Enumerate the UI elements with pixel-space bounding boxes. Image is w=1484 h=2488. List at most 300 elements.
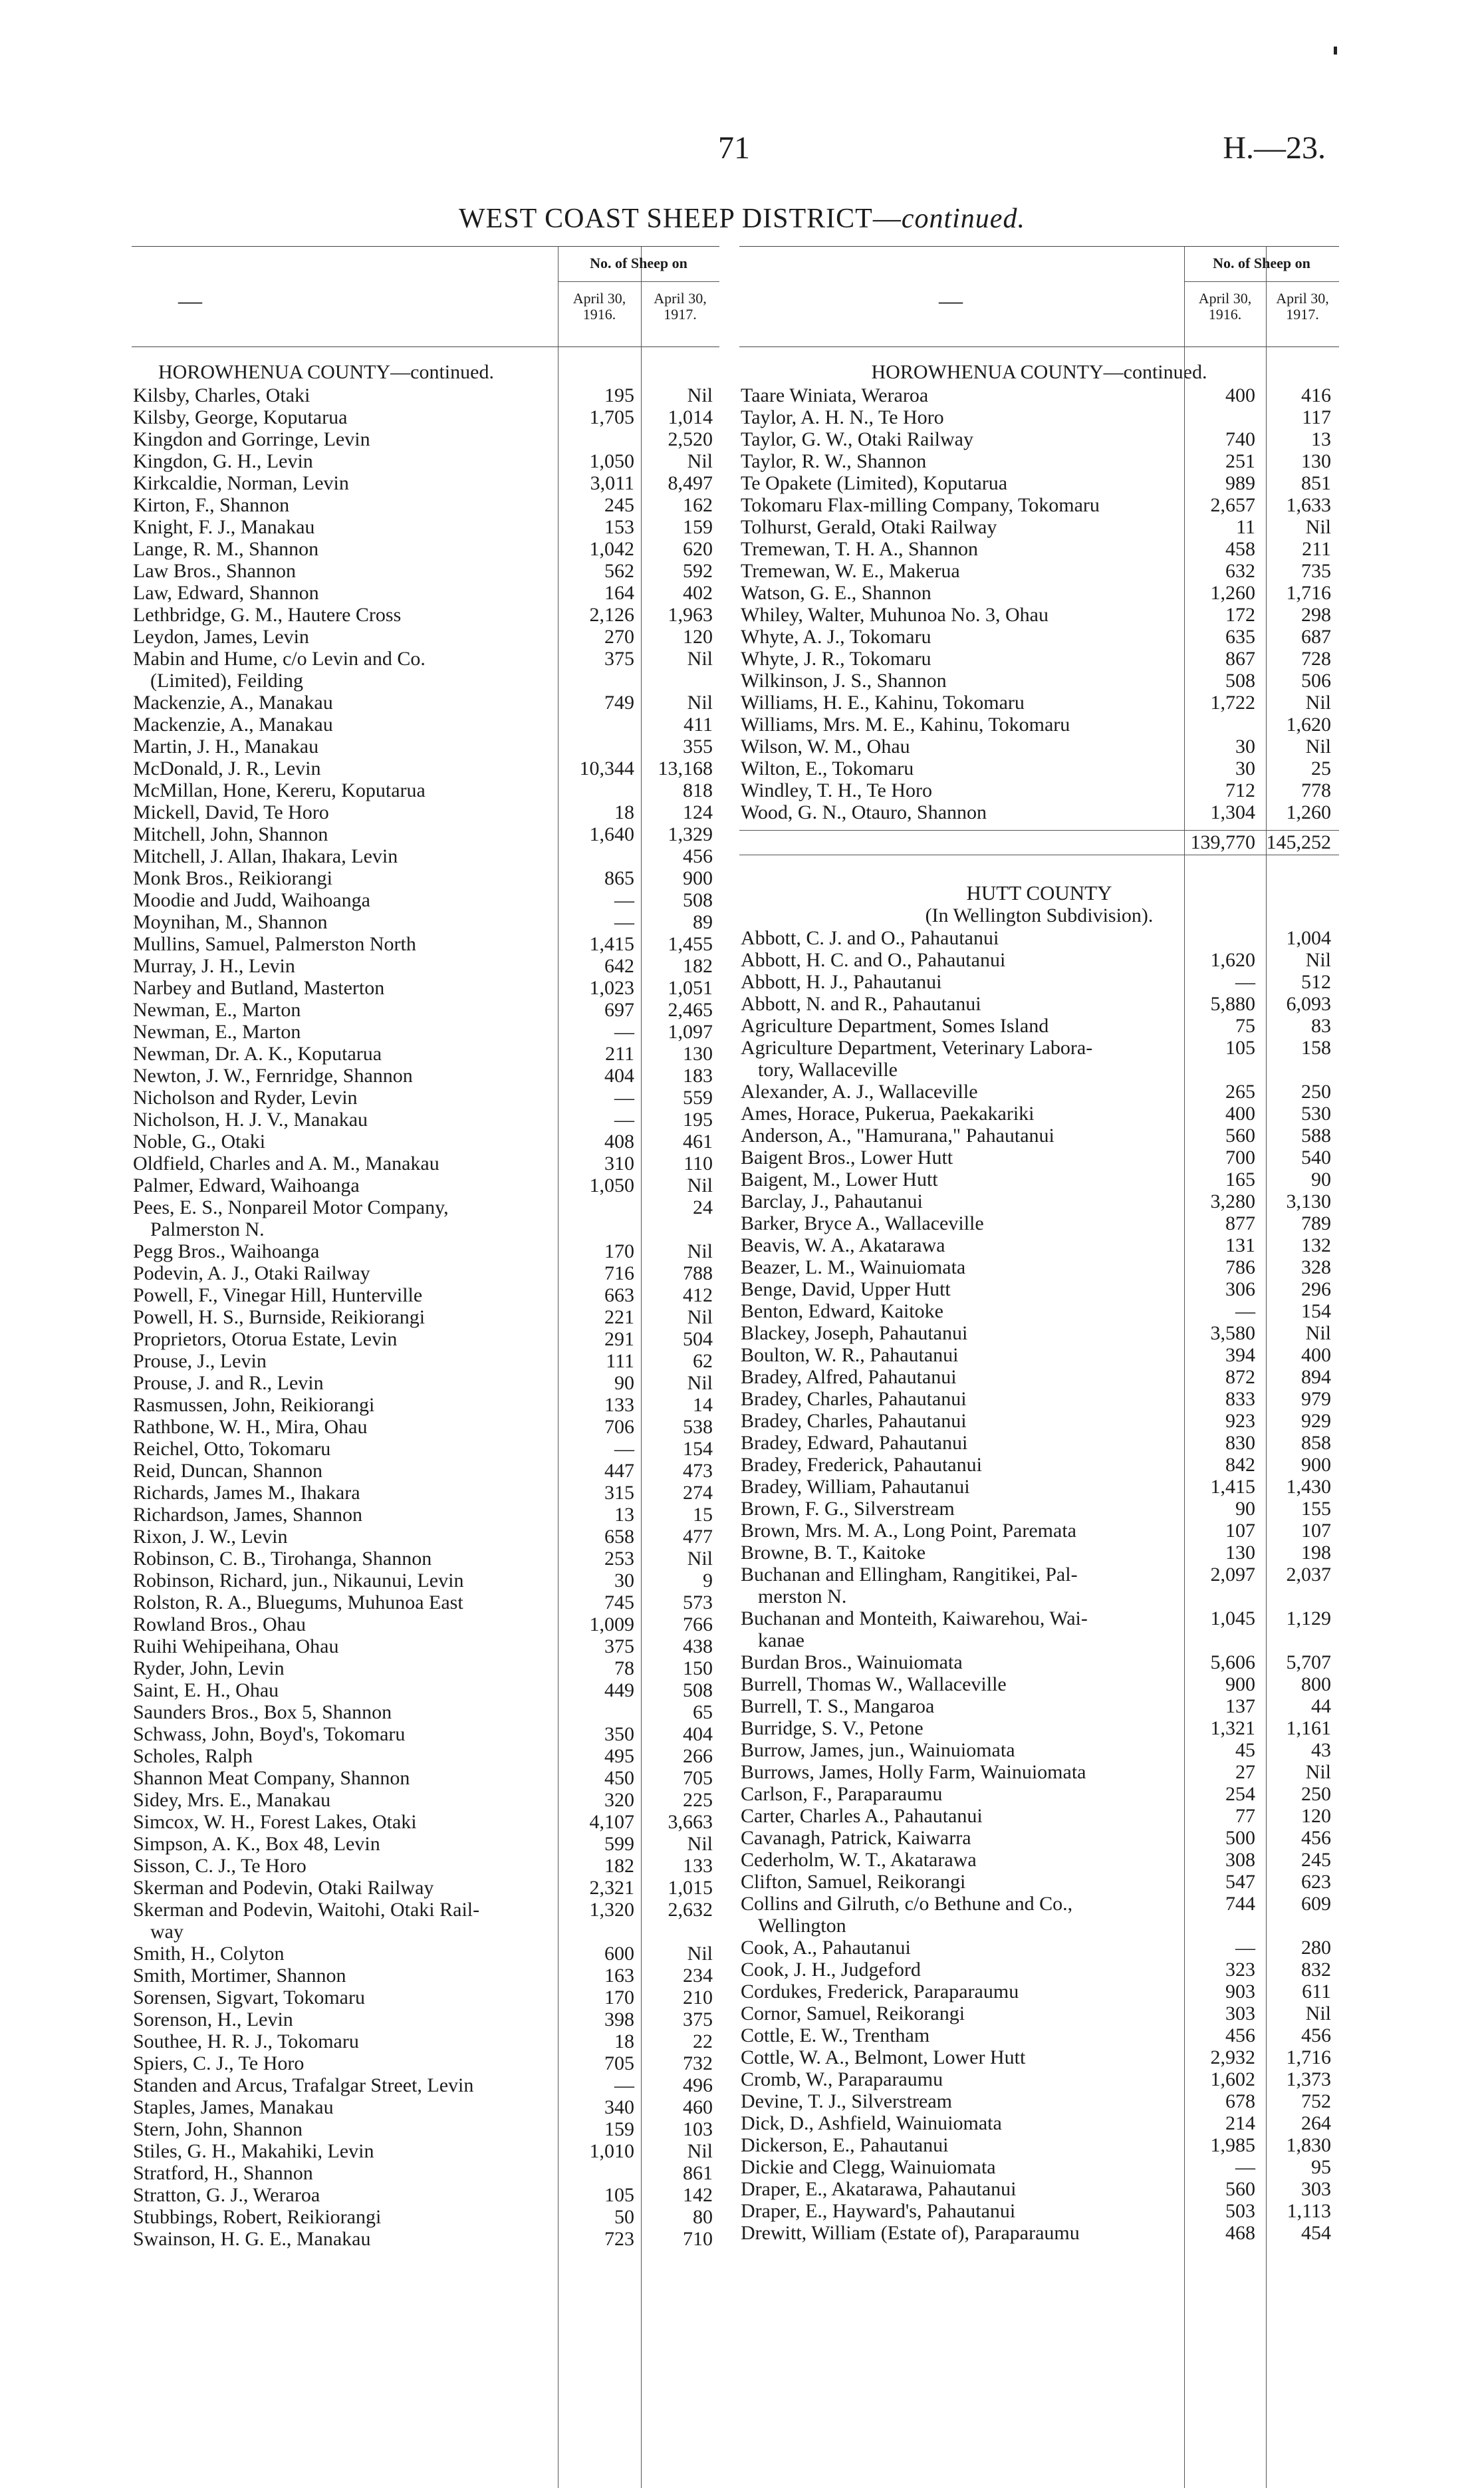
sheep-1916: 137 bbox=[1225, 1695, 1255, 1717]
owner-name: Mackenzie, A., Manakau bbox=[133, 692, 333, 714]
sheep-1916: 75 bbox=[1235, 1015, 1255, 1037]
table-row bbox=[132, 384, 719, 406]
sheep-1916: 45 bbox=[1235, 1739, 1255, 1761]
sheep-1916: 131 bbox=[1225, 1234, 1255, 1256]
owner-name: Pegg Bros., Waihoanga bbox=[133, 1240, 320, 1262]
table-row bbox=[132, 736, 719, 758]
table-row bbox=[132, 1789, 719, 1811]
owner-name: Reichel, Otto, Tokomaru bbox=[133, 1438, 331, 1460]
owner-name: Saint, E. H., Ohau bbox=[133, 1679, 279, 1701]
table-row bbox=[739, 450, 1339, 472]
table-row bbox=[132, 1701, 719, 1723]
sheep-1917: 95 bbox=[1311, 2156, 1331, 2178]
sheep-1916: 30 bbox=[614, 1570, 634, 1591]
sheep-1916: 1,042 bbox=[589, 538, 634, 560]
table-row bbox=[739, 406, 1339, 428]
sheep-1916 bbox=[1177, 927, 1262, 949]
owner-name: Sisson, C. J., Te Horo bbox=[133, 1855, 307, 1877]
owner-name: Williams, H. E., Kahinu, Tokomaru bbox=[741, 692, 1025, 714]
sheep-1916: 77 bbox=[1235, 1805, 1255, 1827]
owner-name: Palmer, Edward, Waihoanga bbox=[133, 1175, 360, 1196]
sheep-1917: Nil bbox=[687, 384, 713, 406]
sheep-1917: 1,716 bbox=[1286, 2046, 1331, 2068]
table-row bbox=[739, 2222, 1339, 2244]
sheep-1917: 416 bbox=[1301, 384, 1331, 406]
sheep-1916: 872 bbox=[1225, 1366, 1255, 1388]
owner-name: Mullins, Samuel, Palmerston North bbox=[133, 933, 416, 955]
sheep-1916: — bbox=[614, 911, 634, 933]
sheep-1917: 9 bbox=[703, 1570, 713, 1591]
owner-name: Devine, T. J., Silverstream bbox=[741, 2090, 952, 2112]
owner-name: Spiers, C. J., Te Horo bbox=[133, 2052, 305, 2074]
table-row bbox=[132, 1438, 719, 1460]
owner-name: Burrell, Thomas W., Wallaceville bbox=[741, 1673, 1007, 1695]
owner-name: Agriculture Department, Veterinary Labora- tory, Wallaceville bbox=[741, 1037, 1093, 1081]
sheep-1917: 211 bbox=[1302, 538, 1331, 560]
owner-name: Rolston, R. A., Bluegums, Muhunoa East bbox=[133, 1591, 463, 1613]
sheep-1917: Nil bbox=[1305, 1761, 1331, 1783]
sheep-1917: Nil bbox=[1305, 736, 1331, 758]
owner-name: Narbey and Butland, Masterton bbox=[133, 977, 385, 999]
owner-name: Nicholson and Ryder, Levin bbox=[133, 1087, 358, 1109]
owner-name: Taare Winiata, Weraroa bbox=[741, 384, 929, 406]
table-row bbox=[739, 1212, 1339, 1234]
owner-name: Te Opakete (Limited), Koputarua bbox=[741, 472, 1008, 494]
owner-name: Cromb, W., Paraparaumu bbox=[741, 2068, 943, 2090]
sheep-1917: 861 bbox=[683, 2162, 713, 2184]
table-row bbox=[132, 1416, 719, 1438]
sheep-1916: 310 bbox=[604, 1153, 634, 1175]
owner-name: Cook, A., Pahautanui bbox=[741, 1937, 911, 1959]
sheep-1916: 1,602 bbox=[1210, 2068, 1255, 2090]
table-row bbox=[132, 2228, 719, 2250]
sheep-1916: 547 bbox=[1225, 1871, 1255, 1893]
sheep-1917: 22 bbox=[693, 2030, 713, 2052]
sheep-1916 bbox=[561, 845, 641, 867]
sheep-1917: 132 bbox=[1301, 1234, 1331, 1256]
table-row bbox=[739, 1805, 1339, 1827]
table-row bbox=[132, 1196, 719, 1240]
sheep-1916: 663 bbox=[604, 1284, 634, 1306]
table-row bbox=[132, 933, 719, 955]
sheep-1916: 1,985 bbox=[1210, 2134, 1255, 2156]
table-row bbox=[132, 1087, 719, 1109]
owner-name: Moynihan, M., Shannon bbox=[133, 911, 328, 933]
owner-name: Smith, Mortimer, Shannon bbox=[133, 1965, 346, 1987]
sheep-1917: Nil bbox=[687, 1943, 713, 1965]
sheep-1917: 80 bbox=[693, 2206, 713, 2228]
sheep-1916: 1,722 bbox=[1210, 692, 1255, 714]
sheep-1917: 110 bbox=[683, 1153, 713, 1175]
sheep-1917: 504 bbox=[683, 1328, 713, 1350]
sheep-1917: 15 bbox=[693, 1504, 713, 1526]
sheep-1917: 83 bbox=[1311, 1015, 1331, 1037]
owner-name: Rowland Bros., Ohau bbox=[133, 1613, 306, 1635]
sheep-1916: 877 bbox=[1225, 1212, 1255, 1234]
sheep-1917: 155 bbox=[1301, 1498, 1331, 1520]
sheep-1916: 105 bbox=[1225, 1037, 1255, 1059]
table-row bbox=[132, 714, 719, 736]
sheep-1917: 183 bbox=[683, 1065, 713, 1087]
sheep-1917: 89 bbox=[693, 911, 713, 933]
sheep-on-header: No. of Sheep on bbox=[590, 255, 687, 271]
right-table-header bbox=[739, 246, 1339, 347]
sheep-1917: 1,430 bbox=[1286, 1476, 1331, 1498]
sheep-1916: 211 bbox=[605, 1043, 634, 1065]
left-column bbox=[132, 246, 719, 2250]
table-row bbox=[132, 779, 719, 801]
sheep-1916: 306 bbox=[1225, 1278, 1255, 1300]
col1-header: April 30, 1916. bbox=[572, 290, 626, 323]
right-column bbox=[739, 246, 1339, 2244]
table-row bbox=[739, 1871, 1339, 1893]
owner-name: Whiley, Walter, Muhunoa No. 3, Ohau bbox=[741, 604, 1049, 626]
sheep-1916: 1,320 bbox=[589, 1899, 634, 1921]
sheep-1917: 210 bbox=[683, 1987, 713, 2008]
sheep-1916: 182 bbox=[604, 1855, 634, 1877]
owner-name: Rathbone, W. H., Mira, Ohau bbox=[133, 1416, 368, 1438]
sheep-1916: 508 bbox=[1225, 670, 1255, 692]
table-row bbox=[132, 1240, 719, 1262]
table-row bbox=[739, 1344, 1339, 1366]
owner-name: Baigent, M., Lower Hutt bbox=[741, 1169, 938, 1190]
sheep-1917: 620 bbox=[683, 538, 713, 560]
sheep-1916: 468 bbox=[1225, 2222, 1255, 2244]
sheep-1916: 1,321 bbox=[1210, 1717, 1255, 1739]
owner-name: Knight, F. J., Manakau bbox=[133, 516, 315, 538]
sheep-1916: 105 bbox=[604, 2184, 634, 2206]
sheep-1916: 700 bbox=[1225, 1147, 1255, 1169]
owner-name: Cavanagh, Patrick, Kaiwarra bbox=[741, 1827, 971, 1849]
sheep-1917: 43 bbox=[1311, 1739, 1331, 1761]
page-title bbox=[0, 203, 1484, 235]
sheep-1916: 1,023 bbox=[589, 977, 634, 999]
sheep-1917: 1,097 bbox=[668, 1021, 713, 1043]
sheep-1916: 159 bbox=[604, 2118, 634, 2140]
owner-name: Ames, Horace, Pukerua, Paekakariki bbox=[741, 1103, 1035, 1125]
sheep-1916: 1,620 bbox=[1210, 949, 1255, 971]
table-row bbox=[132, 1328, 719, 1350]
sheep-1916: 716 bbox=[604, 1262, 634, 1284]
sheep-1917: 1,830 bbox=[1286, 2134, 1331, 2156]
sheep-1916: 130 bbox=[1225, 1542, 1255, 1564]
table-row bbox=[739, 1981, 1339, 2003]
owner-name: Skerman and Podevin, Otaki Railway bbox=[133, 1877, 434, 1899]
sheep-1916: 642 bbox=[604, 955, 634, 977]
owner-name: Whyte, A. J., Tokomaru bbox=[741, 626, 931, 648]
sheep-1916: 786 bbox=[1225, 1256, 1255, 1278]
sheep-1916: 408 bbox=[604, 1131, 634, 1153]
owner-name: Brown, Mrs. M. A., Long Point, Paremata bbox=[741, 1520, 1076, 1542]
sheep-1917: Nil bbox=[687, 450, 713, 472]
owner-name: Stiles, G. H., Makahiki, Levin bbox=[133, 2140, 374, 2162]
sheep-1916: 1,050 bbox=[589, 1175, 634, 1196]
table-row bbox=[739, 758, 1339, 779]
sheep-1916: 165 bbox=[1225, 1169, 1255, 1190]
sheep-1916: 456 bbox=[1225, 2024, 1255, 2046]
sheep-1917: 13 bbox=[1311, 428, 1331, 450]
sheep-1916: 375 bbox=[604, 648, 634, 670]
table-row bbox=[739, 2024, 1339, 2046]
owner-name: Benton, Edward, Kaitoke bbox=[741, 1300, 943, 1322]
table-row bbox=[739, 670, 1339, 692]
sheep-1917: 1,113 bbox=[1287, 2200, 1331, 2222]
sheep-1916: 2,097 bbox=[1210, 1564, 1255, 1586]
sheep-1916: 830 bbox=[1225, 1432, 1255, 1454]
sheep-1917: Nil bbox=[687, 2140, 713, 2162]
sheep-1916: 291 bbox=[604, 1328, 634, 1350]
sheep-1916: 5,606 bbox=[1210, 1651, 1255, 1673]
document-code: H.—23. bbox=[1223, 130, 1326, 166]
sheep-1917: 14 bbox=[693, 1394, 713, 1416]
table-row bbox=[132, 2162, 719, 2184]
table-row bbox=[132, 845, 719, 867]
owner-name: Taylor, G. W., Otaki Railway bbox=[741, 428, 973, 450]
sheep-1916: 842 bbox=[1225, 1454, 1255, 1476]
owner-name: Proprietors, Otorua Estate, Levin bbox=[133, 1328, 398, 1350]
sheep-1917: 250 bbox=[1301, 1081, 1331, 1103]
table-row bbox=[739, 2156, 1339, 2178]
hutt-rows bbox=[739, 927, 1339, 2244]
table-row bbox=[132, 1591, 719, 1613]
table-row bbox=[739, 1037, 1339, 1081]
owner-name: Robinson, C. B., Tirohanga, Shannon bbox=[133, 1548, 432, 1570]
sheep-1916: 5,880 bbox=[1210, 993, 1255, 1015]
table-row bbox=[739, 1103, 1339, 1125]
sheep-1917: Nil bbox=[1305, 516, 1331, 538]
sheep-1916: 705 bbox=[604, 2052, 634, 2074]
sheep-1916: 3,011 bbox=[590, 472, 634, 494]
sheep-1917: 117 bbox=[1302, 406, 1331, 428]
owner-name: Newman, E., Marton bbox=[133, 1021, 301, 1043]
sheep-1916 bbox=[561, 736, 641, 758]
table-row bbox=[739, 604, 1339, 626]
sheep-1916: 3,580 bbox=[1210, 1322, 1255, 1344]
sheep-on-header: No. of Sheep on bbox=[1213, 255, 1310, 271]
owner-name: Tremewan, T. H. A., Shannon bbox=[741, 538, 978, 560]
sheep-1917: Nil bbox=[1305, 949, 1331, 971]
sheep-1917: 3,130 bbox=[1286, 1190, 1331, 1212]
owner-name: Lethbridge, G. M., Hautere Cross bbox=[133, 604, 402, 626]
sheep-1917: 24 bbox=[693, 1196, 713, 1218]
table-row bbox=[739, 1190, 1339, 1212]
sheep-1917: 159 bbox=[683, 516, 713, 538]
sheep-1916: 560 bbox=[1225, 1125, 1255, 1147]
table-row bbox=[132, 1109, 719, 1131]
sheep-1916: 253 bbox=[604, 1548, 634, 1570]
hutt-county-subheading: (In Wellington Subdivision). bbox=[925, 904, 1154, 926]
sheep-1916: 195 bbox=[604, 384, 634, 406]
owner-name: Barker, Bryce A., Wallaceville bbox=[741, 1212, 984, 1234]
sheep-1916: 221 bbox=[604, 1306, 634, 1328]
owner-name: Brown, F. G., Silverstream bbox=[741, 1498, 955, 1520]
table-row bbox=[739, 971, 1339, 993]
owner-name: Ruihi Wehipeihana, Ohau bbox=[133, 1635, 339, 1657]
sheep-1917: 107 bbox=[1301, 1520, 1331, 1542]
table-row bbox=[132, 1987, 719, 2008]
owner-name: Burrows, James, Holly Farm, Wainuiomata bbox=[741, 1761, 1086, 1783]
sheep-1916: 706 bbox=[604, 1416, 634, 1438]
sheep-1917: 623 bbox=[1301, 1871, 1331, 1893]
sheep-1917: 142 bbox=[683, 2184, 713, 2206]
owner-name: Williams, Mrs. M. E., Kahinu, Tokomaru bbox=[741, 714, 1070, 736]
table-row bbox=[132, 1350, 719, 1372]
sheep-1917: 154 bbox=[683, 1438, 713, 1460]
owner-name: Buchanan and Ellingham, Rangitikei, Pal- merston N. bbox=[741, 1564, 1078, 1607]
sheep-1916: 270 bbox=[604, 626, 634, 648]
owner-name: Burrell, T. S., Mangaroa bbox=[741, 1695, 935, 1717]
owner-name: Kingdon and Gorringe, Levin bbox=[133, 428, 370, 450]
sheep-1916: 164 bbox=[604, 582, 634, 604]
sheep-1917: 120 bbox=[1301, 1805, 1331, 1827]
sheep-1917: 3,663 bbox=[668, 1811, 713, 1833]
owner-name: Powell, F., Vinegar Hill, Hunterville bbox=[133, 1284, 423, 1306]
sheep-1917: 1,129 bbox=[1286, 1607, 1331, 1629]
owner-name: Southee, H. R. J., Tokomaru bbox=[133, 2030, 359, 2052]
table-row bbox=[739, 2134, 1339, 2156]
table-row bbox=[739, 494, 1339, 516]
sheep-1917: 162 bbox=[683, 494, 713, 516]
table-row bbox=[132, 2118, 719, 2140]
sheep-1917: 573 bbox=[683, 1591, 713, 1613]
sheep-1916: 1,045 bbox=[1210, 1607, 1255, 1629]
sheep-1917: Nil bbox=[687, 1833, 713, 1855]
sheep-1917: 1,161 bbox=[1286, 1717, 1331, 1739]
table-row bbox=[132, 2074, 719, 2096]
sheep-1917: 477 bbox=[683, 1526, 713, 1548]
sheep-1917: 900 bbox=[1301, 1454, 1331, 1476]
owner-name: Clifton, Samuel, Reikorangi bbox=[741, 1871, 966, 1893]
owner-name: Mickell, David, Te Horo bbox=[133, 801, 329, 823]
owner-name: Bradey, Edward, Pahautanui bbox=[741, 1432, 968, 1454]
owner-name: Mitchell, John, Shannon bbox=[133, 823, 328, 845]
table-row bbox=[739, 648, 1339, 670]
owner-name: Stern, John, Shannon bbox=[133, 2118, 303, 2140]
table-row bbox=[739, 1300, 1339, 1322]
owner-name: Wilkinson, J. S., Shannon bbox=[741, 670, 947, 692]
ink-mark bbox=[1334, 47, 1337, 55]
sheep-1916 bbox=[561, 714, 641, 736]
table-row bbox=[132, 2096, 719, 2118]
owner-name: Nicholson, H. J. V., Manakau bbox=[133, 1109, 368, 1131]
sheep-1917: 133 bbox=[683, 1855, 713, 1877]
sheep-1917: 154 bbox=[1301, 1300, 1331, 1322]
owner-name: Reid, Duncan, Shannon bbox=[133, 1460, 322, 1482]
owner-name: Windley, T. H., Te Horo bbox=[741, 779, 933, 801]
sheep-1917: 130 bbox=[683, 1043, 713, 1065]
table-row bbox=[739, 1959, 1339, 1981]
owner-name: Monk Bros., Reikiorangi bbox=[133, 867, 332, 889]
sheep-1916: 1,304 bbox=[1210, 801, 1255, 823]
owner-name: Tolhurst, Gerald, Otaki Railway bbox=[741, 516, 997, 538]
owner-name: Oldfield, Charles and A. M., Manakau bbox=[133, 1153, 439, 1175]
sheep-1917: 752 bbox=[1301, 2090, 1331, 2112]
sheep-1916: 744 bbox=[1225, 1893, 1255, 1915]
sheep-1916: 308 bbox=[1225, 1849, 1255, 1871]
table-row bbox=[132, 1855, 719, 1877]
table-row bbox=[739, 927, 1339, 949]
sheep-1916: 170 bbox=[604, 1240, 634, 1262]
owner-name: Sorenson, H., Levin bbox=[133, 2008, 293, 2030]
table-row bbox=[132, 1043, 719, 1065]
table-row bbox=[132, 977, 719, 999]
table-row bbox=[739, 1717, 1339, 1739]
owner-name: Abbott, H. C. and O., Pahautanui bbox=[741, 949, 1006, 971]
sheep-1917: 90 bbox=[1311, 1169, 1331, 1190]
table-row bbox=[132, 1482, 719, 1504]
sheep-1917: 280 bbox=[1301, 1937, 1331, 1959]
table-row bbox=[739, 538, 1339, 560]
sheep-1917: 225 bbox=[683, 1789, 713, 1811]
owner-name: Richardson, James, Shannon bbox=[133, 1504, 362, 1526]
sheep-1916: 214 bbox=[1225, 2112, 1255, 2134]
sheep-1917: 158 bbox=[1301, 1037, 1331, 1059]
sheep-1916: 251 bbox=[1225, 450, 1255, 472]
owner-name: Whyte, J. R., Tokomaru bbox=[741, 648, 931, 670]
table-row bbox=[132, 494, 719, 516]
owner-name: Beazer, L. M., Wainuiomata bbox=[741, 1256, 966, 1278]
sheep-1917: 1,260 bbox=[1286, 801, 1331, 823]
owner-name: Carter, Charles A., Pahautanui bbox=[741, 1805, 983, 1827]
owner-name: Agriculture Department, Somes Island bbox=[741, 1015, 1049, 1037]
sheep-1917: 328 bbox=[1301, 1256, 1331, 1278]
hutt-county-heading: HUTT COUNTY bbox=[966, 881, 1112, 904]
table-row bbox=[132, 1175, 719, 1196]
left-table-header bbox=[132, 246, 719, 347]
table-row bbox=[132, 2030, 719, 2052]
owner-name: Martin, J. H., Manakau bbox=[133, 736, 319, 758]
sheep-1916 bbox=[1177, 714, 1262, 736]
sheep-1917: 2,465 bbox=[668, 999, 713, 1021]
table-row bbox=[132, 1372, 719, 1394]
owner-name: Shannon Meat Company, Shannon bbox=[133, 1767, 410, 1789]
sheep-1916 bbox=[1177, 406, 1262, 428]
sheep-1917: 456 bbox=[683, 845, 713, 867]
sheep-1916: 495 bbox=[604, 1745, 634, 1767]
sheep-1917: 234 bbox=[683, 1965, 713, 1987]
sheep-1916: 10,344 bbox=[579, 758, 634, 779]
table-row bbox=[132, 1284, 719, 1306]
table-row bbox=[739, 1388, 1339, 1410]
table-row bbox=[739, 1520, 1339, 1542]
sheep-1916: 90 bbox=[614, 1372, 634, 1394]
sheep-1916: 172 bbox=[1225, 604, 1255, 626]
sheep-1917: 355 bbox=[683, 736, 713, 758]
sheep-1916: 447 bbox=[604, 1460, 634, 1482]
table-row bbox=[132, 999, 719, 1021]
owner-name: Cornor, Samuel, Reikorangi bbox=[741, 2003, 965, 2024]
sheep-1916: 697 bbox=[604, 999, 634, 1021]
table-row bbox=[132, 1745, 719, 1767]
sheep-1916: 833 bbox=[1225, 1388, 1255, 1410]
table-row bbox=[739, 626, 1339, 648]
sheep-1917: 264 bbox=[1301, 2112, 1331, 2134]
sheep-1916: 30 bbox=[1235, 758, 1255, 779]
owner-name: Rasmussen, John, Reikiorangi bbox=[133, 1394, 375, 1416]
table-row bbox=[739, 1893, 1339, 1937]
sheep-1917: 818 bbox=[683, 779, 713, 801]
sheep-1916: — bbox=[1235, 971, 1255, 993]
table-row bbox=[739, 801, 1339, 823]
sheep-1916: 254 bbox=[1225, 1783, 1255, 1805]
sheep-1917: Nil bbox=[687, 1372, 713, 1394]
table-row bbox=[132, 1021, 719, 1043]
table-row bbox=[132, 604, 719, 626]
table-row bbox=[739, 516, 1339, 538]
owner-name: Draper, E., Hayward's, Pahautanui bbox=[741, 2200, 1016, 2222]
owner-name: Podevin, A. J., Otaki Railway bbox=[133, 1262, 370, 1284]
table-row bbox=[739, 1234, 1339, 1256]
